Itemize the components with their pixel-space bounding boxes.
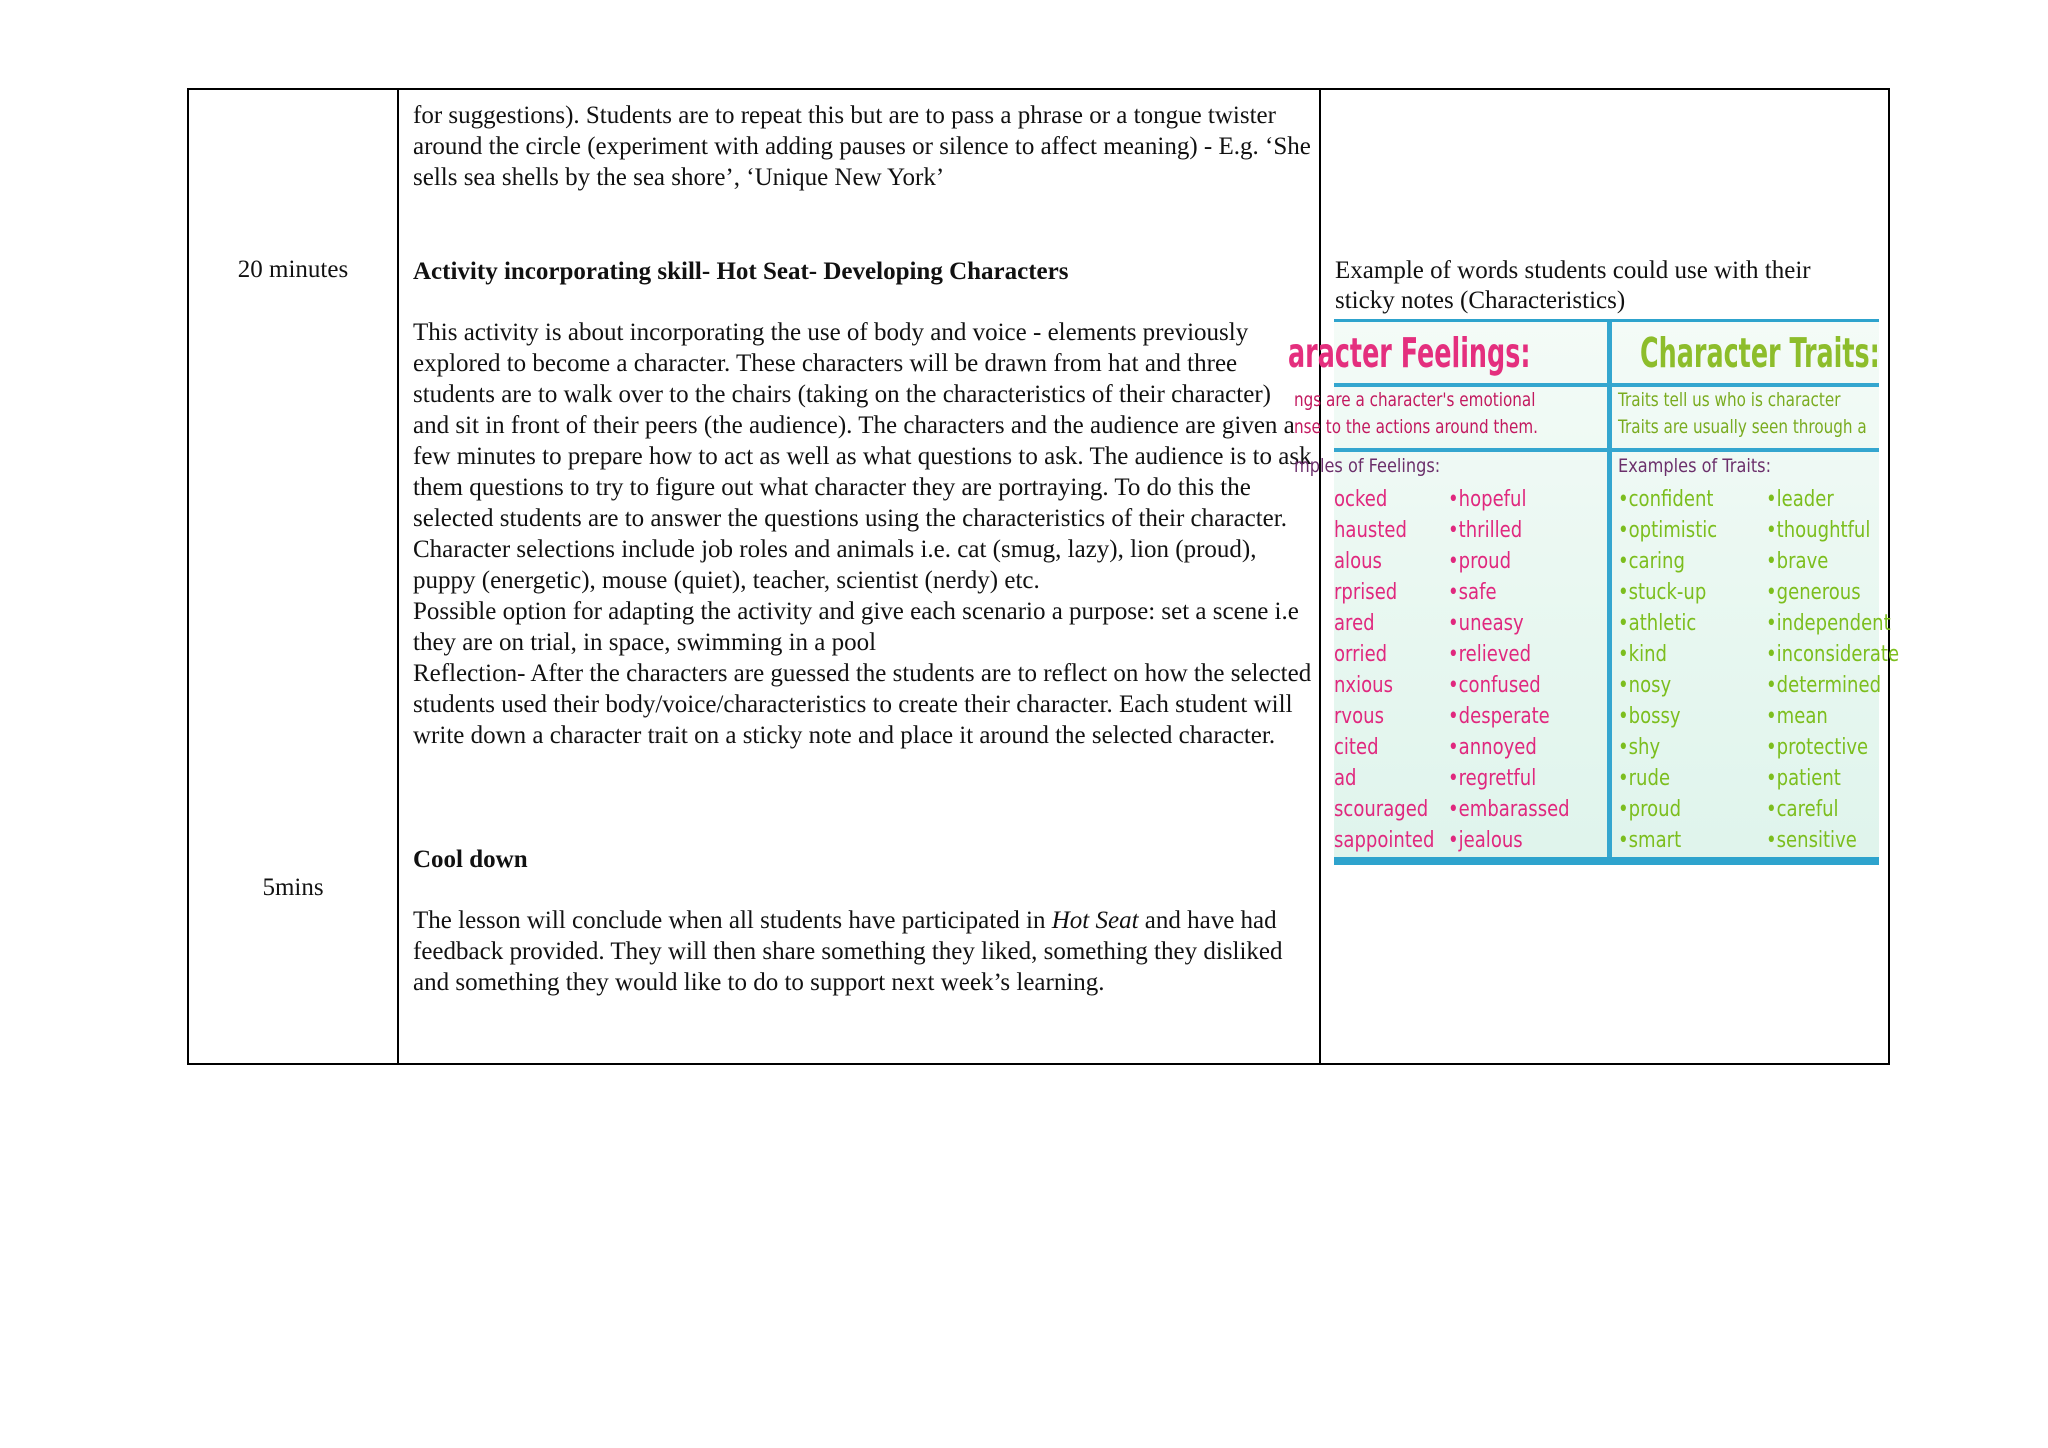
hot-seat-heading: Activity incorporating skill- Hot Seat- Developing Characters: [413, 258, 1069, 285]
feeling-word: •regretful: [1448, 766, 1537, 791]
poster-frame: [1334, 857, 1879, 865]
feelings-panel: [1288, 319, 1607, 865]
cool-down-description: [413, 905, 1313, 998]
feelings-description-line: ngs are a character's emotional: [1294, 389, 1536, 411]
feeling-word: •annoyed: [1448, 735, 1537, 760]
trait-word: •optimistic: [1618, 518, 1718, 543]
feeling-word: alous: [1334, 549, 1382, 574]
traits-word-list: [1618, 487, 1739, 859]
trait-word: •thoughtful: [1766, 518, 1871, 543]
feeling-word: •confused: [1448, 673, 1541, 698]
hot-seat-duration: 20 minutes: [237, 256, 349, 283]
cool-down-duration: 5mins: [262, 874, 324, 901]
traits-word-list: [1766, 487, 1928, 859]
trait-word: •stuck-up: [1618, 580, 1707, 605]
cool-down-heading: Cool down: [413, 846, 528, 873]
feelings-word-list: [1334, 487, 1457, 859]
feelings-description-line: nse to the actions around them.: [1294, 416, 1539, 438]
trait-word: •smart: [1618, 828, 1682, 853]
trait-word: •leader: [1766, 487, 1834, 512]
hot-seat-paragraph: This activity is about incorporating the use of body and voice - elements previously explored to become a character. These characters will be drawn from hat and three students are to walk over to the chairs (taking on the characteristics of their character) and sit in front of their peers (the audience). The characters and the audience are given a few minutes to prepare how to act as well as what questions to ask. The audience is to ask them questions to try to figure out what character they are portraying. To do this the selected students are to answer the questions using the characteristics of their character.: [413, 319, 1312, 532]
traits-examples-label: Examples of Traits:: [1618, 455, 1772, 477]
feelings-word-list: [1448, 487, 1596, 859]
trait-word: •kind: [1618, 642, 1667, 667]
cool-down-text-start: The lesson will conclude when all students have participated in: [413, 907, 1052, 934]
trait-word: •athletic: [1618, 611, 1697, 636]
trait-word: •bossy: [1618, 704, 1681, 729]
feeling-word: •uneasy: [1448, 611, 1524, 636]
feeling-word: •embarassed: [1448, 797, 1570, 822]
character-selections-paragraph: Character selections include job roles and animals i.e. cat (smug, lazy), lion (proud), puppy (energetic), mouse (quiet), teacher, scientist (nerdy) etc.: [413, 536, 1257, 594]
feeling-word: rvous: [1334, 704, 1384, 729]
feeling-word: hausted: [1334, 518, 1407, 543]
feeling-word: •jealous: [1448, 828, 1523, 853]
trait-word: •confident: [1618, 487, 1714, 512]
feeling-word: •thrilled: [1448, 518, 1523, 543]
trait-word: •rude: [1618, 766, 1671, 791]
anchor-chart-poster: [1288, 319, 1900, 865]
feeling-word: ocked: [1334, 487, 1388, 512]
feeling-word: •hopeful: [1448, 487, 1527, 512]
reflection-paragraph: Reflection- After the characters are guessed the students are to reflect on how the selected students used their body/voice/characteristics to create their character. Each student will write down a character trait on a sticky note and place it around the selected character.: [413, 660, 1312, 749]
feeling-word: ad: [1334, 766, 1357, 791]
feelings-examples-label: mples of Feelings:: [1294, 455, 1441, 477]
hot-seat-description: [413, 317, 1313, 751]
cool-down-text-end: and have had feedback provided. They will then share something they liked, something they disliked and something they would like to do to support next week’s learning.: [413, 907, 1283, 996]
anchor-chart-caption: Example of words students could use with their sticky notes (Characteristics): [1335, 257, 1811, 314]
hot-seat-emphasis: Hot Seat: [1051, 907, 1139, 934]
trait-word: •careful: [1766, 797, 1839, 822]
trait-word: •caring: [1618, 549, 1685, 574]
traits-title: Character Traits:: [1640, 329, 1880, 377]
trait-word: •protective: [1766, 735, 1869, 760]
feeling-word: ared: [1334, 611, 1375, 636]
anchor-chart-photo: [1288, 319, 1900, 865]
feeling-word: sappointed: [1334, 828, 1435, 853]
feeling-word: •safe: [1448, 580, 1497, 605]
trait-word: •proud: [1618, 797, 1682, 822]
lesson-plan-table: [187, 88, 1900, 1065]
trait-word: •determined: [1766, 673, 1882, 698]
trait-word: •sensitive: [1766, 828, 1857, 853]
time-column: [189, 90, 399, 1063]
trait-word: •nosy: [1618, 673, 1672, 698]
trait-word: •brave: [1766, 549, 1829, 574]
feeling-word: nxious: [1334, 673, 1394, 698]
feeling-word: orried: [1334, 642, 1388, 667]
intro-paragraph: for suggestions). Students are to repeat this but are to pass a phrase or a tongue twister around the circle (experiment with adding pauses or silence to affect meaning) - E.g. ‘She sells sea shells by the sea shore’, ‘Unique New York’: [413, 102, 1311, 191]
trait-word: •mean: [1766, 704, 1828, 729]
trait-word: •inconsiderate: [1766, 642, 1900, 667]
feelings-title: aracter Feelings:: [1288, 329, 1531, 377]
trait-word: •independent: [1766, 611, 1891, 636]
trait-word: •shy: [1618, 735, 1661, 760]
feeling-word: •relieved: [1448, 642, 1532, 667]
feeling-word: scouraged: [1334, 797, 1429, 822]
feeling-word: rprised: [1334, 580, 1398, 605]
cool-down-paragraph: [413, 905, 1313, 998]
poster-frame: [1334, 319, 1879, 322]
trait-word: •patient: [1766, 766, 1841, 791]
traits-panel: [1612, 319, 1902, 865]
traits-description-line: Traits are usually seen through a: [1618, 416, 1867, 438]
activity-column: [399, 90, 1321, 1063]
resources-column: [1288, 90, 1900, 1063]
warm-up-continuation: [413, 100, 1313, 193]
feeling-word: •proud: [1448, 549, 1512, 574]
traits-description-line: Traits tell us who is character: [1618, 389, 1841, 411]
feeling-word: cited: [1334, 735, 1379, 760]
trait-word: •generous: [1766, 580, 1861, 605]
adaptation-paragraph: Possible option for adapting the activity and give each scenario a purpose: set a scene i.e they are on trial, in space, swimming in a pool: [413, 598, 1299, 656]
feeling-word: •desperate: [1448, 704, 1550, 729]
